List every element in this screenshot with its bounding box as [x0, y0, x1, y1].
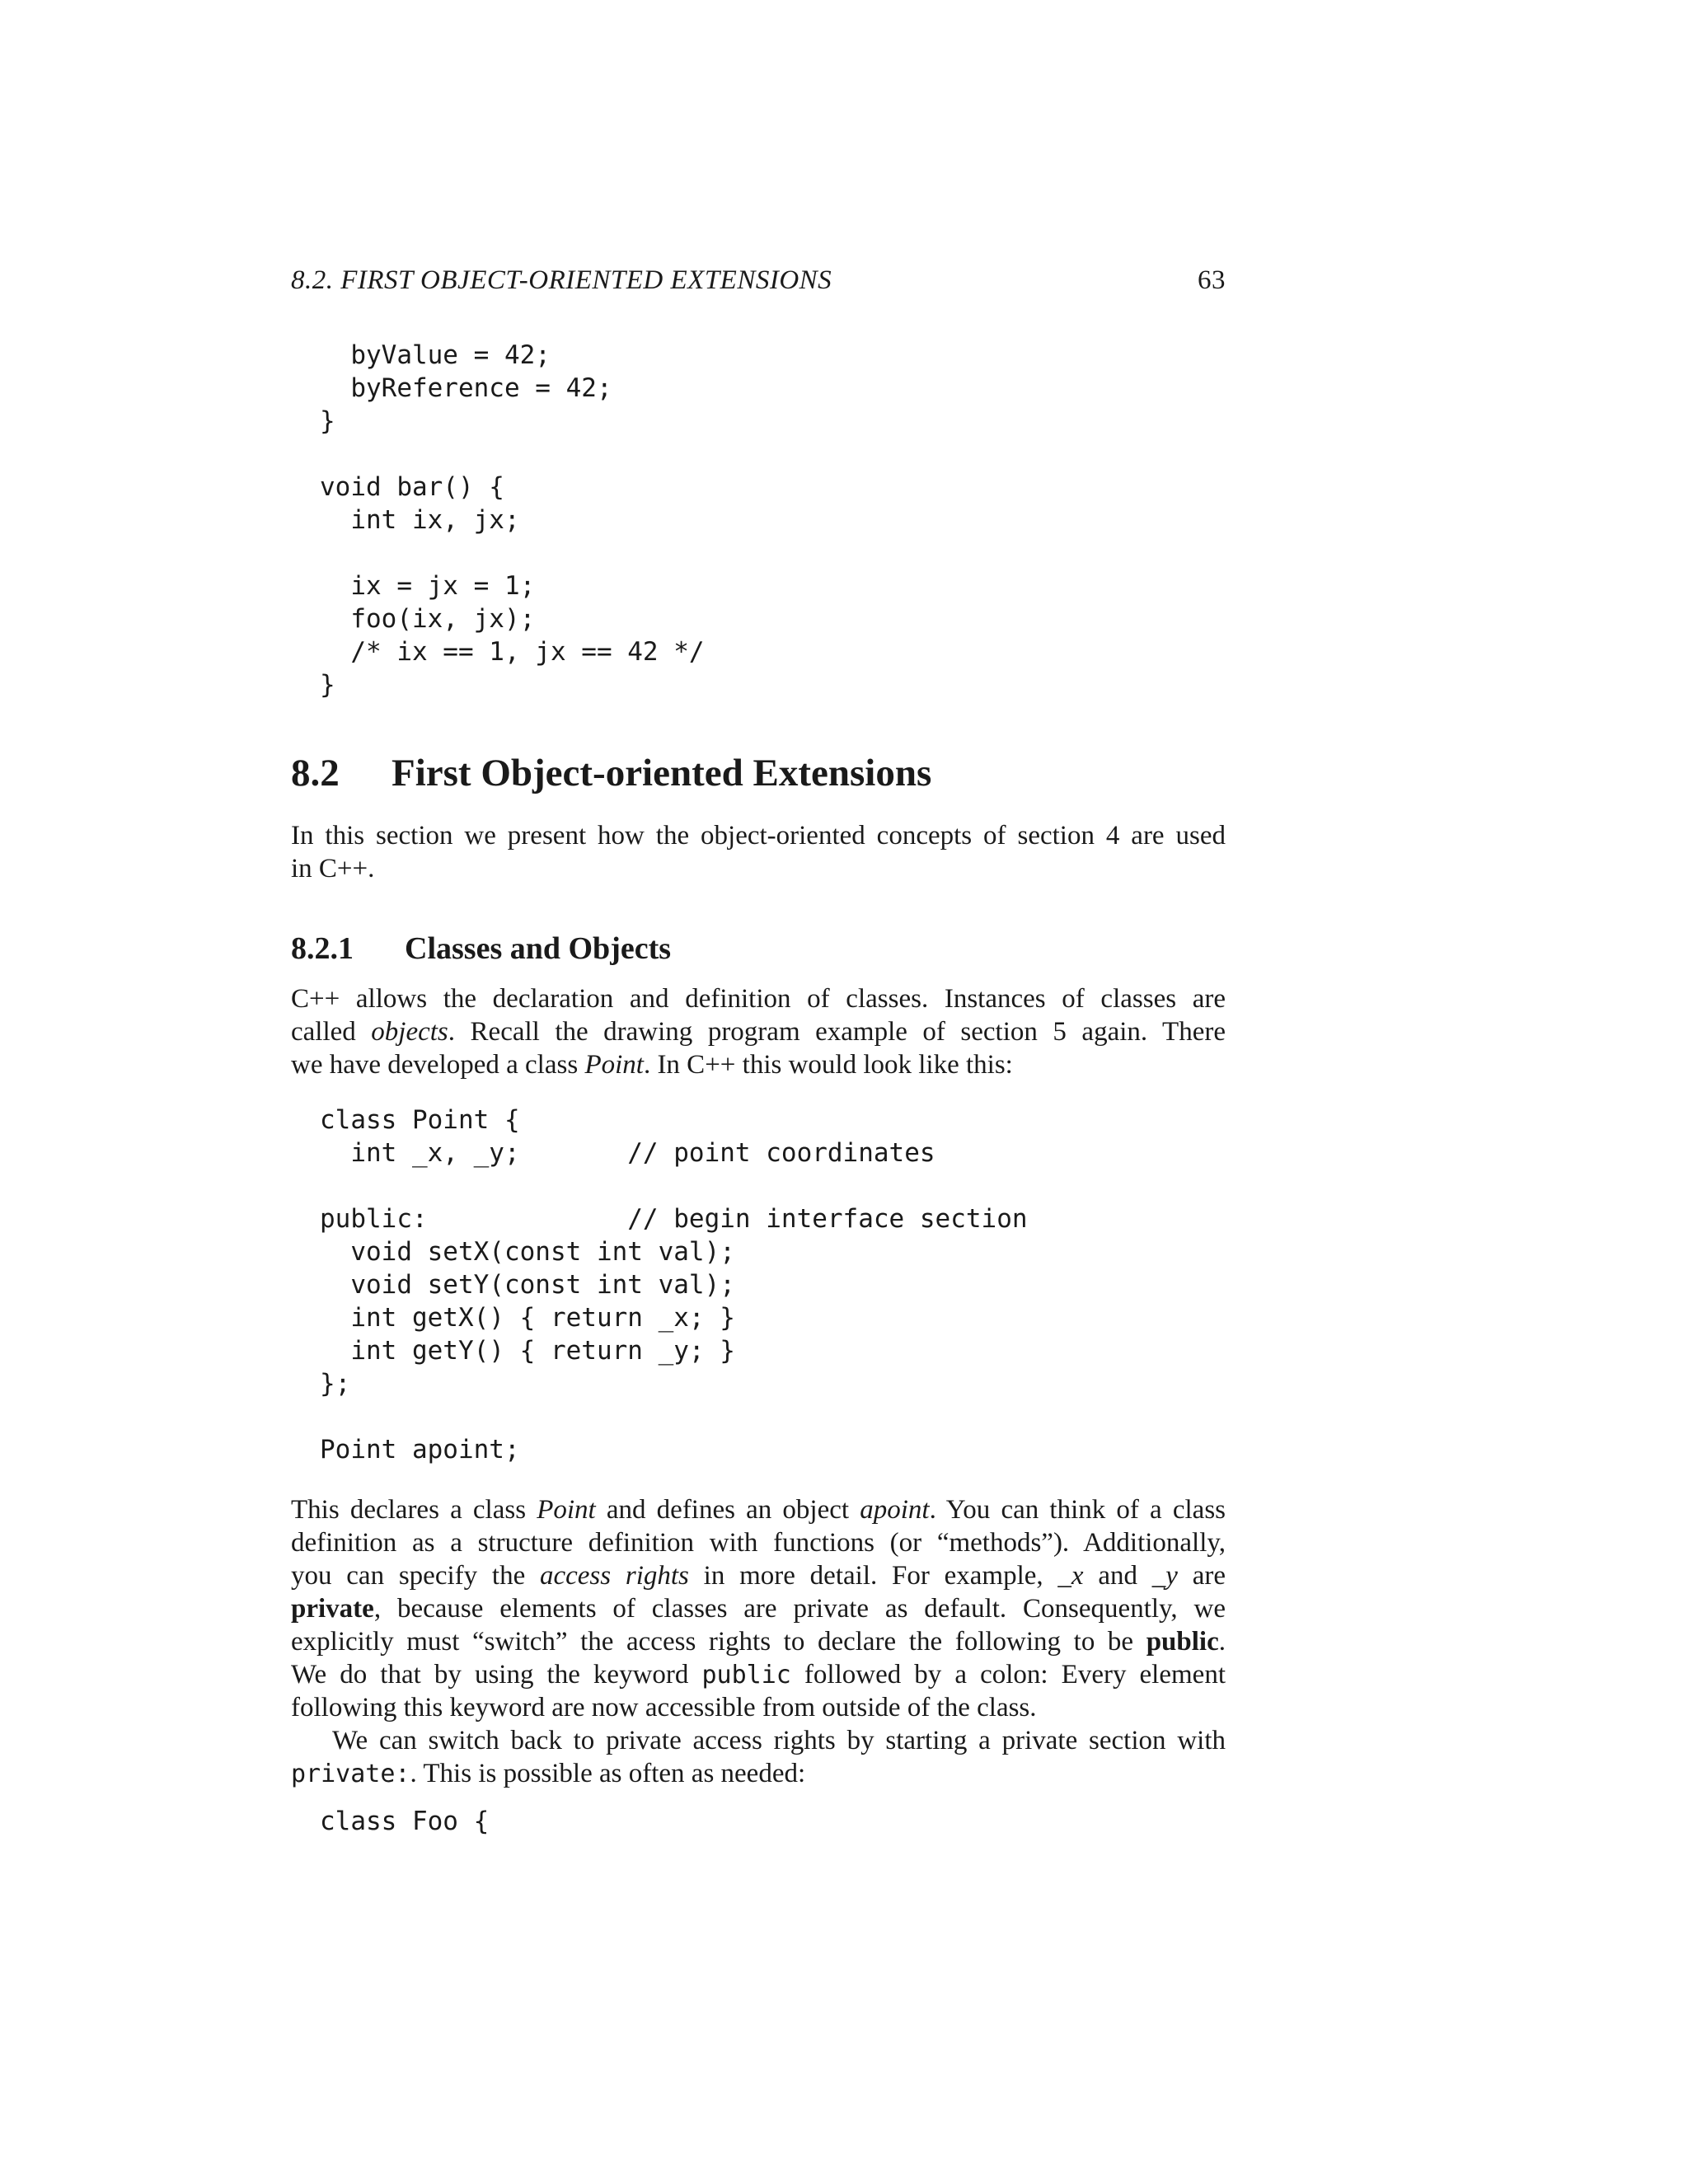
text-run: followed by a colon: Every element [790, 1660, 1226, 1690]
term-point: Point [584, 1050, 644, 1080]
code-line: foo(ix, jx); [320, 604, 536, 634]
text-run: explicitly must “switch” the access rights to declare the following to be [291, 1627, 1146, 1657]
text-line [291, 1592, 1226, 1625]
code-line: class Foo { [320, 1807, 490, 1836]
classes-paragraph [291, 982, 1226, 1081]
subsection-heading [291, 929, 671, 968]
text-run: . [1218, 1627, 1226, 1657]
text-run: We do that by using the keyword [291, 1660, 702, 1690]
text-run: and defines an object [595, 1495, 860, 1525]
text-run: . This is possible as often as needed: [410, 1759, 806, 1788]
code-line: byValue = 42; [320, 340, 551, 370]
declares-paragraph [291, 1493, 1226, 1724]
text-line [291, 1757, 1226, 1790]
text-line: following this keyword are now accessible from outside of the class. [291, 1693, 1037, 1722]
code-line: byReference = 42; [320, 373, 612, 403]
code-line: Point apoint; [320, 1435, 520, 1465]
text-line [291, 1658, 1226, 1691]
text-run: are [1177, 1561, 1226, 1591]
code-line: ix = jx = 1; [320, 571, 536, 601]
text-line [291, 1559, 1226, 1592]
section-title: First Object-oriented Extensions [392, 752, 932, 794]
code-block-class-foo [320, 1805, 489, 1838]
code-line: /* ix == 1, jx == 42 */ [320, 637, 705, 667]
subsection-number: 8.2.1 [291, 931, 354, 966]
code-block-bar-function [320, 339, 705, 701]
code-line [320, 537, 705, 569]
term-public: public [1146, 1627, 1219, 1657]
keyword-private: private: [291, 1760, 410, 1788]
text-run: , because elements of classes are private as default. Consequently, we [373, 1594, 1226, 1624]
switch-paragraph [291, 1724, 1226, 1790]
page-number: 63 [1198, 265, 1226, 295]
text-run: . In C++ this would look like this: [643, 1050, 1013, 1080]
code-line: void setY(const int val); [320, 1270, 735, 1300]
text-line: We can switch back to private access rights by starting a private section with [332, 1726, 1226, 1755]
code-line [320, 1169, 1028, 1202]
text-run: you can specify the [291, 1561, 540, 1591]
term-access-rights: access rights [539, 1561, 689, 1591]
term-apoint: apoint [860, 1495, 930, 1525]
text-line [291, 1048, 1226, 1081]
code-line: int getX() { return _x; } [320, 1303, 735, 1333]
code-block-class-point [320, 1104, 1028, 1466]
text-line: In this section we present how the object-oriented concepts of section 4 are used [291, 821, 1226, 851]
keyword-public: public [701, 1661, 791, 1690]
code-line: } [320, 406, 335, 436]
text-line: definition as a structure definition with functions (or “methods”). Additionally, [291, 1528, 1226, 1558]
text-run: This declares a class [291, 1495, 537, 1525]
code-line: }; [320, 1369, 351, 1399]
text-line [291, 1625, 1226, 1658]
code-line: void bar() { [320, 472, 504, 502]
text-run: . You can think of a class [929, 1495, 1226, 1525]
text-run: in more detail. For example, [688, 1561, 1058, 1591]
term-point: Point [537, 1495, 596, 1525]
text-run: called [291, 1017, 372, 1047]
text-run: and [1083, 1561, 1152, 1591]
code-line: } [320, 670, 335, 700]
term-objects: objects [371, 1017, 448, 1047]
text-line: C++ allows the declaration and definition of classes. Instances of classes are [291, 984, 1226, 1014]
code-line: class Point { [320, 1105, 520, 1135]
running-header-title: 8.2. FIRST OBJECT-ORIENTED EXTENSIONS [291, 265, 832, 295]
running-header [291, 265, 1226, 302]
text-line [291, 1493, 1226, 1526]
text-run: we have developed a class [291, 1050, 585, 1080]
text-line [291, 1015, 1226, 1048]
code-line: int getY() { return _y; } [320, 1336, 735, 1366]
section-heading [291, 748, 931, 798]
code-line: void setX(const int val); [320, 1237, 735, 1267]
term-private: private [291, 1594, 374, 1624]
code-line: public: // begin interface section [320, 1204, 1028, 1234]
term-x: _x [1057, 1561, 1084, 1591]
code-line [320, 1400, 1028, 1433]
text-run: . Recall the drawing program example of section 5 again. There [448, 1017, 1226, 1047]
code-line: int ix, jx; [320, 505, 520, 535]
section-number: 8.2 [291, 752, 340, 794]
code-line [320, 438, 705, 471]
subsection-title: Classes and Objects [405, 931, 672, 966]
section-intro-paragraph [291, 819, 1226, 885]
text-line: in C++. [291, 854, 375, 883]
term-y: _y [1151, 1561, 1178, 1591]
code-line: int _x, _y; // point coordinates [320, 1138, 935, 1168]
